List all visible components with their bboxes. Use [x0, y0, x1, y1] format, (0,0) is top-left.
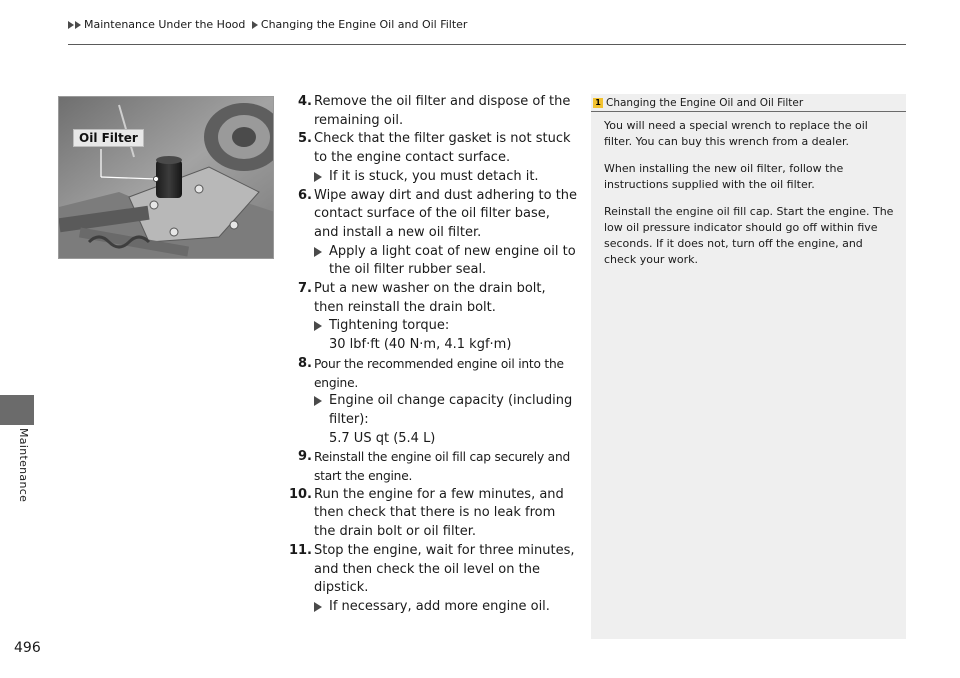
step-text: Wipe away dirt and dust adhering to the contact surface of the oil filter base, and install a new oil filter.	[314, 187, 578, 240]
step-text: Pour the recommended engine oil into the engine.	[314, 356, 564, 390]
substep-text: If necessary, add more engine oil.	[329, 598, 550, 614]
step-text: Reinstall the engine oil fill cap securely and start the engine.	[314, 450, 571, 484]
step-text: Run the engine for a few minutes, and then check that there is no leak from the drain bolt or oil filter.	[314, 486, 564, 540]
breadcrumb-arrow-icon	[68, 21, 74, 29]
step-text: Put a new washer on the drain bolt, then reinstall the drain bolt.	[314, 281, 546, 315]
section-tab-label: Maintenance	[17, 428, 30, 503]
step-number: 8.	[298, 355, 312, 371]
breadcrumb-item[interactable]	[249, 18, 468, 31]
breadcrumb	[68, 18, 467, 32]
step-substep	[278, 392, 578, 448]
step-4	[278, 93, 578, 130]
note-paragraph: When installing the new oil filter, follow the instructions supplied with the oil filter.	[604, 162, 844, 191]
breadcrumb-label: Changing the Engine Oil and Oil Filter	[260, 18, 468, 31]
oil-filter-callout: Oil Filter	[73, 129, 144, 147]
step-number: 10.	[288, 486, 312, 502]
step-5	[278, 130, 578, 167]
step-substep	[278, 317, 578, 354]
step-number: 7.	[298, 281, 312, 297]
step-6	[278, 187, 578, 243]
step-substep	[278, 168, 578, 187]
note-heading-text: Changing the Engine Oil and Oil Filter	[606, 97, 804, 109]
substep-text	[329, 317, 578, 354]
note-paragraph: You will need a special wrench to replace the oil filter. You can buy this wrench from a dealer.	[604, 119, 868, 148]
step-number: 5.	[298, 131, 312, 147]
section-tab[interactable]	[0, 395, 34, 425]
capacity-label: Engine oil change capacity (including filter):	[329, 393, 573, 427]
procedure-steps	[278, 93, 578, 617]
step-substep	[278, 243, 578, 280]
step-9	[278, 448, 578, 485]
step-8	[278, 355, 578, 392]
torque-value: 30 lbf·ft (40 N·m, 4.1 kgf·m)	[329, 337, 512, 353]
note-paragraph: Reinstall the engine oil fill cap. Start the engine. The low oil pressure indicator should go off within five seconds. If it does not, turn off the engine, and check your work.	[604, 205, 894, 266]
step-11	[278, 542, 578, 598]
step-text: Stop the engine, wait for three minutes, and then check the oil level on the dipstick.	[314, 542, 575, 596]
substep-arrow-icon	[314, 598, 329, 617]
breadcrumb-arrow-icon	[252, 21, 258, 29]
header-divider	[68, 44, 906, 45]
step-number: 6.	[298, 187, 312, 203]
note-number-icon: 1	[593, 98, 603, 108]
capacity-value: 5.7 US qt (5.4 L)	[329, 430, 436, 446]
step-text: Check that the filter gasket is not stuck to the engine contact surface.	[314, 131, 571, 166]
substep-arrow-icon	[314, 392, 329, 448]
note-heading	[591, 94, 906, 112]
substep-arrow-icon	[314, 243, 329, 280]
step-text: Remove the oil filter and dispose of the remaining oil.	[314, 94, 571, 128]
note-panel	[591, 94, 906, 639]
breadcrumb-arrow-icon	[75, 21, 81, 29]
engine-bay-drawing	[59, 97, 274, 259]
substep-arrow-icon	[314, 317, 329, 354]
substep-text: If it is stuck, you must detach it.	[329, 168, 539, 184]
step-number: 4.	[298, 94, 312, 109]
step-number: 11.	[288, 542, 312, 558]
substep-arrow-icon	[314, 168, 329, 187]
step-number: 9.	[298, 449, 312, 465]
page-number: 496	[14, 640, 41, 656]
step-7	[278, 280, 578, 317]
substep-text	[329, 392, 578, 448]
breadcrumb-item[interactable]	[68, 18, 245, 31]
step-10	[278, 486, 578, 542]
engine-bay-illustration	[58, 96, 274, 259]
note-body	[591, 112, 906, 268]
breadcrumb-label: Maintenance Under the Hood	[84, 18, 246, 31]
step-substep	[278, 598, 578, 617]
torque-label: Tightening torque:	[329, 318, 450, 334]
substep-text: Apply a light coat of new engine oil to the oil filter rubber seal.	[329, 243, 576, 278]
